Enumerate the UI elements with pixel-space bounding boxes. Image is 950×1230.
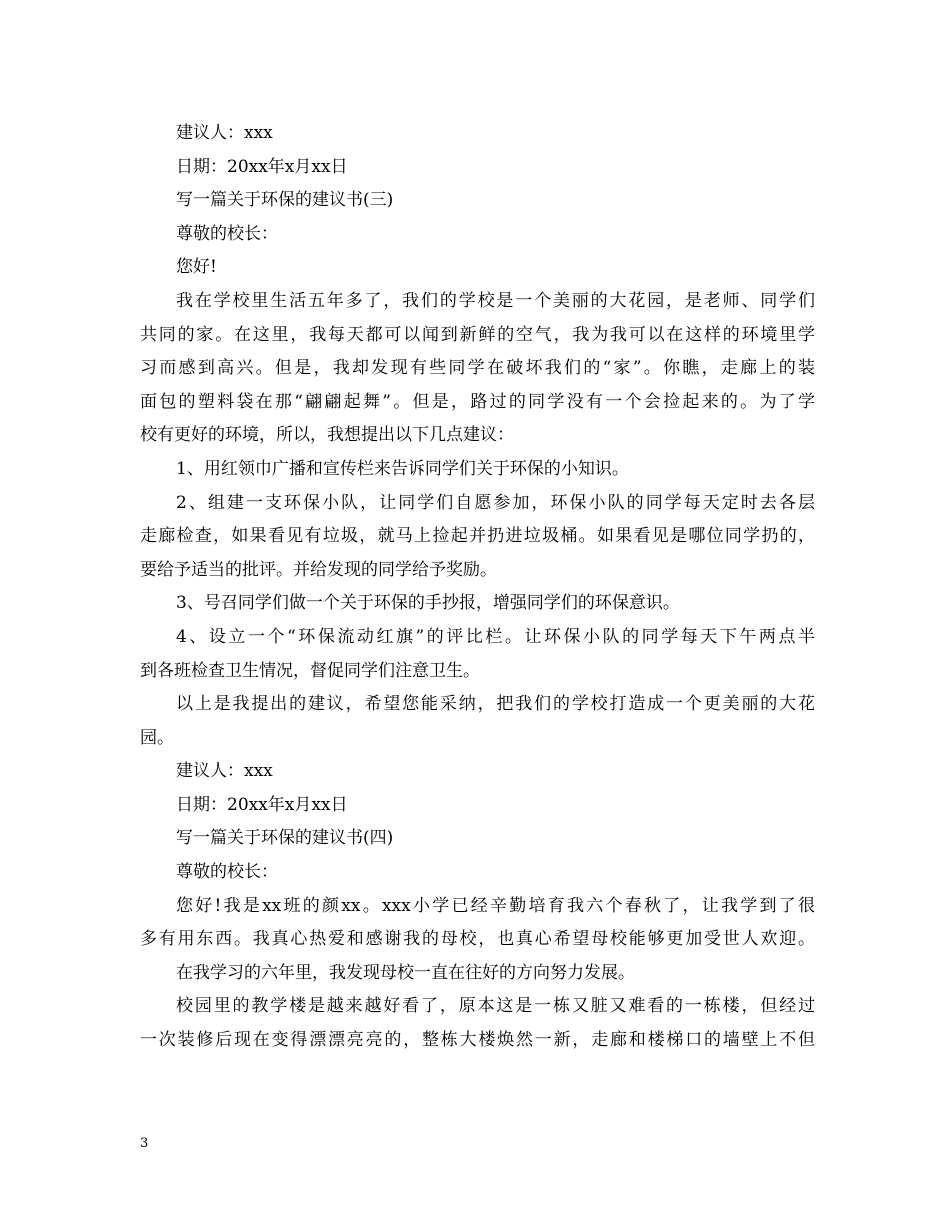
page-number: 3 [140,1136,149,1151]
text-line: 4、设立一个“环保流动红旗”的评比栏。让环保小队的同学每天下午两点半 [176,626,815,647]
text-line: 习而感到高兴。但是，我却发现有些同学在破坏我们的“家”。你瞧，走廊上的装 [140,358,815,379]
text-line: 日期：20xx年x月xx日 [176,156,348,177]
text-line: 校园里的教学楼是越来越好看了，原本这是一栋又脏又难看的一栋楼，但经过 [176,996,815,1017]
text-line: 到各班检查卫生情况，督促同学们注意卫生。 [140,660,480,681]
text-line: 在我学习的六年里，我发现母校一直在往好的方向努力发展。 [176,962,635,983]
text-line: 共同的家。在这里，我每天都可以闻到新鲜的空气，我为我可以在这样的环境里学 [140,324,815,345]
text-line: 面包的塑料袋在那“翩翩起舞”。但是，路过的同学没有一个会捡起来的。为了学 [140,391,815,412]
text-line: 建议人：xxx [176,761,273,782]
text-line: 园。 [140,727,174,748]
text-line: 一次装修后现在变得漂漂亮亮的，整栋大楼焕然一新，走廊和楼梯口的墙壁上不但 [140,1030,815,1051]
text-line: 尊敬的校长： [176,862,278,883]
text-line: 要给予适当的批评。并给发现的同学给予奖励。 [140,559,497,580]
text-line: 2、组建一支环保小队，让同学们自愿参加，环保小队的同学每天定时去各层 [176,492,815,513]
text-line: 3、号召同学们做一个关于环保的手抄报，增强同学们的环保意识。 [176,593,680,614]
text-line: 多有用东西。我真心热爱和感谢我的母校，也真心希望母校能够更加受世人欢迎。 [140,929,815,950]
text-line: 您好!我是xx班的颜xx。xxx小学已经辛勤培育我六个春秋了，让我学到了很 [176,895,815,916]
text-line: 走廊检查，如果看见有垃圾，就马上捡起并扔进垃圾桶。如果看见是哪位同学扔的， [140,526,815,547]
document-body [140,117,815,1058]
text-line: 写一篇关于环保的建议书(三) [176,190,394,211]
text-line: 写一篇关于环保的建议书(四) [176,828,394,849]
text-line: 1、用红领巾广播和宣传栏来告诉同学们关于环保的小知识。 [176,458,629,479]
text-line: 建议人：xxx [176,123,273,143]
text-line: 我在学校里生活五年多了，我们的学校是一个美丽的大花园，是老师、同学们 [176,290,815,311]
text-line: 校有更好的环境，所以，我想提出以下几点建议： [140,425,514,446]
text-line: 日期：20xx年x月xx日 [176,794,348,815]
text-line: 您好! [176,257,217,278]
text-line: 尊敬的校长： [176,223,278,244]
text-line: 以上是我提出的建议，希望您能采纳，把我们的学校打造成一个更美丽的大花 [176,694,815,715]
